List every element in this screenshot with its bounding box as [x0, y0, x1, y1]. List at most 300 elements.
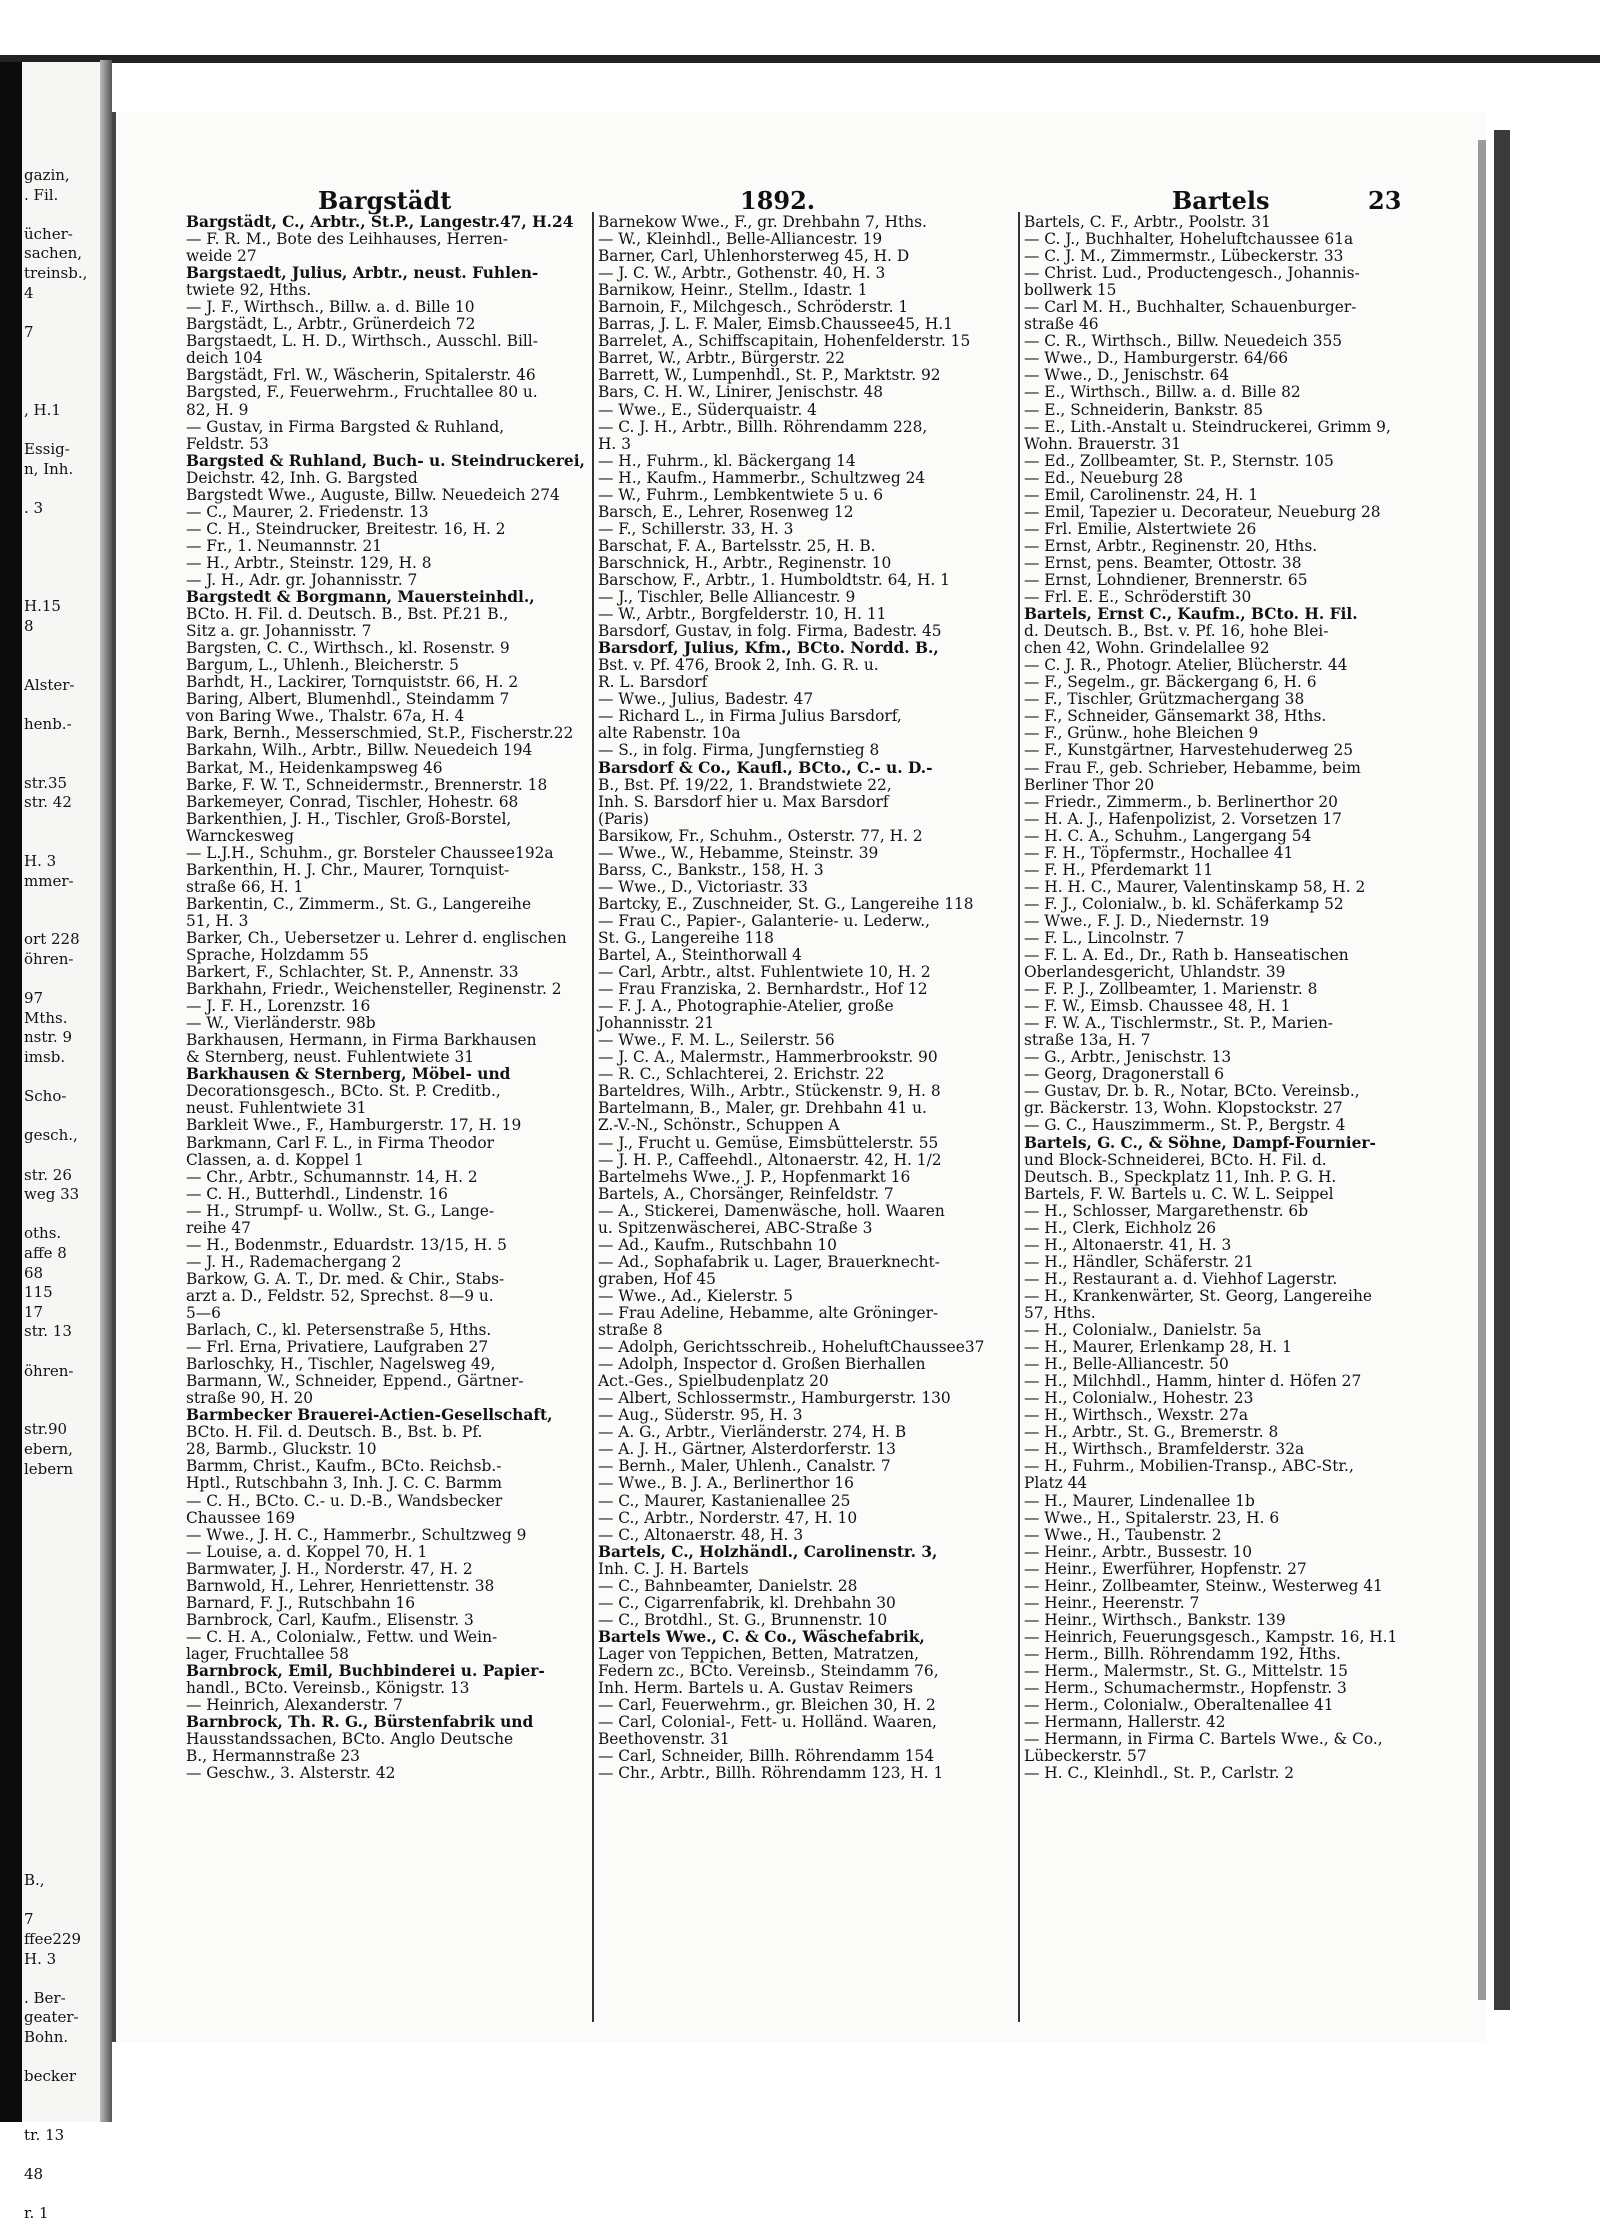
directory-entry-line: — Ed., Zollbeamter, St. P., Sternstr. 105 [1024, 451, 1334, 470]
directory-entry-line: Barkhausen & Sternberg, Möbel- und [186, 1065, 511, 1084]
directory-entry-line: Act.-Ges., Spielbudenplatz 20 [598, 1372, 829, 1391]
directory-entry-line: St. G., Langereihe 118 [598, 928, 774, 947]
previous-page-text-fragment: ffee229 [24, 1930, 82, 1948]
directory-entry-line: — F., Kunstgärtner, Harvestehuderweg 25 [1024, 741, 1354, 760]
directory-entry-line: — Wwe., B. J. A., Berlinerthor 16 [598, 1474, 854, 1493]
book-fold [100, 60, 112, 2122]
previous-page-text-fragment: sachen, [24, 244, 83, 263]
previous-page-text-fragment: nstr. 9 [24, 1028, 72, 1047]
directory-entry-line: Bargstädt, L., Arbtr., Grünerdeich 72 [186, 315, 476, 334]
directory-entry-line: deich 104 [186, 349, 263, 368]
directory-entry-line: — Fr., 1. Neumannstr. 21 [186, 536, 383, 555]
directory-entry-line: Warnckesweg [186, 826, 295, 845]
directory-entry-line: Bargsten, C. C., Wirthsch., kl. Rosenstr. 9 [186, 639, 510, 658]
previous-page-text-fragment: 115 [24, 1283, 53, 1302]
directory-entry-line: — Wwe., F. M. L., Seilerstr. 56 [598, 1031, 835, 1050]
previous-page-text-fragment: r. 1 [24, 2204, 49, 2222]
directory-entry-line: handl., BCto. Vereinsb., Königstr. 13 [186, 1679, 470, 1698]
directory-entry-line: Bartcky, E., Zuschneider, St. G., Langereihe 118 [598, 894, 974, 913]
directory-entry-line: Barnwold, H., Lehrer, Henriettenstr. 38 [186, 1576, 495, 1595]
directory-entry-line: — H., Kaufm., Hammerbr., Schultzweg 24 [598, 468, 926, 487]
directory-entry-line: Barkhahn, Friedr., Weichensteller, Reginenstr. 2 [186, 980, 562, 999]
directory-entry-line: — H., Colonialw., Hohestr. 23 [1024, 1389, 1254, 1408]
previous-page-text-fragment: weg 33 [24, 1185, 80, 1204]
directory-entry-line: — Frl. E. E., Schröderstift 30 [1024, 588, 1252, 607]
directory-entry-line: — J. H., Rademachergang 2 [186, 1252, 402, 1271]
directory-entry-line: Bargstaedt, Julius, Arbtr., neust. Fuhlen- [186, 264, 539, 283]
directory-entry-line: Barner, Carl, Uhlenhorsterweg 45, H. D [598, 247, 910, 266]
directory-entry-line: straße 46 [1024, 315, 1099, 334]
directory-entry-line: — Ernst, Lohndiener, Brennerstr. 65 [1024, 570, 1308, 589]
directory-entry-line: Sprache, Holzdamm 55 [186, 946, 369, 965]
directory-entry-line: — W., Vierländerstr. 98b [186, 1014, 376, 1033]
directory-entry-line: d. Deutsch. B., Bst. v. Pf. 16, hohe Blei- [1024, 622, 1329, 641]
directory-entry-line: — F. W. A., Tischlermstr., St. P., Marien- [1024, 1014, 1333, 1033]
directory-entry-line: Barkentin, C., Zimmerm., St. G., Langereihe [186, 894, 532, 913]
directory-entry-line: Bartels, A., Chorsänger, Reinfeldstr. 7 [598, 1184, 894, 1203]
directory-entry-line: — J. F. H., Lorenzstr. 16 [186, 997, 371, 1016]
previous-page-text-fragment: ebern, [24, 1440, 73, 1458]
directory-entry-line: — H., Colonialw., Danielstr. 5a [1024, 1321, 1262, 1340]
directory-entry-line: — Carl, Colonial-, Fett- u. Holländ. Waaren, [598, 1713, 937, 1732]
previous-page-text-fragment: tr. 13 [24, 2126, 65, 2144]
directory-entry-line: Deutsch. B., Speckplatz 11, Inh. P. G. H. [1024, 1167, 1337, 1186]
directory-column-2 [598, 214, 1014, 2034]
directory-entry-line: — Heinrich, Alexanderstr. 7 [186, 1696, 403, 1715]
directory-entry-line: Bartel, A., Steinthorwall 4 [598, 946, 802, 965]
directory-entry-line: Bartels, C. F., Arbtr., Poolstr. 31 [1024, 213, 1271, 231]
directory-entry-line: Bark, Bernh., Messerschmied, St.P., Fischerstr.22 [186, 724, 574, 743]
directory-entry-line: — C., Arbtr., Norderstr. 47, H. 10 [598, 1508, 858, 1527]
directory-entry-line: B., Bst. Pf. 19/22, 1. Brandstwiete 22, [598, 775, 892, 794]
directory-entry-line: weide 27 [186, 247, 257, 266]
previous-page-text-fragment: mmer- [24, 871, 74, 890]
directory-entry-line: u. Spitzenwäscherei, ABC-Straße 3 [598, 1218, 873, 1237]
directory-entry-line: — J. H., Adr. gr. Johannisstr. 7 [186, 570, 418, 589]
directory-entry-line: Barras, J. L. F. Maler, Eimsb.Chaussee45, H.1 [598, 315, 953, 334]
directory-entry-line: Barmwater, J. H., Norderstr. 47, H. 2 [186, 1559, 473, 1578]
previous-page-text-fragment: 68 [24, 1263, 44, 1282]
directory-entry-line: 57, Hths. [1024, 1304, 1096, 1322]
directory-entry-line: Inh. S. Barsdorf hier u. Max Barsdorf [598, 792, 889, 811]
directory-entry-line: Barloschky, H., Tischler, Nagelsweg 49, [186, 1355, 496, 1374]
previous-page-text-fragment: n, Inh. [24, 460, 74, 478]
directory-entry-line: — H., Milchhdl., Hamm, hinter d. Höfen 27 [1024, 1372, 1362, 1391]
directory-entry-line: — F. L., Lincolnstr. 7 [1024, 928, 1185, 947]
directory-entry-line: Bargstaedt, L. H. D., Wirthsch., Ausschl. Bill- [186, 332, 538, 351]
directory-entry-line: Bargstädt, C., Arbtr., St.P., Langestr.47, H.24 [186, 213, 574, 231]
directory-entry-line: Classen, a. d. Koppel 1 [186, 1150, 364, 1169]
previous-page-text-fragment: 7 [24, 322, 34, 341]
directory-entry-line: — Georg, Dragonerstall 6 [1024, 1065, 1225, 1084]
scan-top-edge [0, 55, 1600, 63]
directory-entry-line: lager, Fruchtallee 58 [186, 1644, 349, 1663]
scan-left-edge [0, 62, 22, 2122]
directory-entry-line: — Bernh., Maler, Uhlenh., Canalstr. 7 [598, 1457, 891, 1476]
directory-entry-line: — C., Bahnbeamter, Danielstr. 28 [598, 1576, 858, 1595]
directory-entry-line: — Herm., Schumachermstr., Hopfenstr. 3 [1024, 1679, 1347, 1698]
directory-entry-line: reihe 47 [186, 1218, 251, 1237]
directory-entry-line: — H., Schlosser, Margarethenstr. 6b [1024, 1201, 1309, 1220]
directory-entry-line: — A. J. H., Gärtner, Alsterdorferstr. 13 [598, 1440, 896, 1459]
running-head-first-entry: Bargstädt [318, 186, 452, 215]
directory-entry-line: — Ed., Neueburg 28 [1024, 468, 1184, 487]
directory-entry-line: Decorationsgesch., BCto. St. P. Creditb., [186, 1082, 501, 1101]
previous-page-text-fragment: str. 13 [24, 1322, 72, 1341]
directory-entry-line: — H. C. A., Schuhm., Langergang 54 [1024, 826, 1312, 845]
directory-entry-line: — Wwe., D., Hamburgerstr. 64/66 [1024, 349, 1289, 368]
directory-entry-line: — Ad., Kaufm., Rutschbahn 10 [598, 1235, 837, 1254]
directory-entry-line: Bartels, Ernst C., Kaufm., BCto. H. Fil. [1024, 605, 1358, 624]
directory-entry-line: — Chr., Arbtr., Billh. Röhrendamm 123, H. 1 [598, 1764, 944, 1783]
directory-entry-line: Barret, W., Arbtr., Bürgerstr. 22 [598, 349, 845, 368]
directory-entry-line: graben, Hof 45 [598, 1269, 716, 1288]
directory-entry-line: Bargstädt, Frl. W., Wäscherin, Spitalerstr. 46 [186, 366, 536, 385]
directory-entry-line: — Frau Adeline, Hebamme, alte Gröninger- [598, 1304, 939, 1322]
directory-entry-line: Platz 44 [1024, 1474, 1088, 1493]
directory-entry-line: Barkat, M., Heidenkampsweg 46 [186, 758, 443, 777]
directory-entry-line: — E., Schneiderin, Bankstr. 85 [1024, 400, 1263, 419]
directory-entry-line: — C., Brotdhl., St. G., Brunnenstr. 10 [598, 1610, 888, 1629]
directory-entry-line: Barss, C., Bankstr., 158, H. 3 [598, 860, 824, 879]
scan-right-edge [1494, 130, 1510, 2010]
directory-entry-line: Inh. Herm. Bartels u. A. Gustav Reimers [598, 1679, 914, 1698]
directory-entry-line: — C. J., Buchhalter, Hoheluftchaussee 61a [1024, 230, 1354, 249]
directory-entry-line: — E., Wirthsch., Billw. a. d. Bille 82 [1024, 383, 1301, 402]
directory-entry-line: Barmbecker Brauerei-Actien-Gesellschaft, [186, 1406, 553, 1425]
directory-entry-line: Bartels Wwe., C. & Co., Wäschefabrik, [598, 1627, 925, 1646]
directory-entry-line: Barschat, F. A., Bartelsstr. 25, H. B. [598, 536, 876, 555]
directory-entry-line: chen 42, Wohn. Grindelallee 92 [1024, 639, 1270, 658]
directory-entry-line: von Baring Wwe., Thalstr. 67a, H. 4 [186, 707, 465, 726]
previous-page-fragment [22, 62, 100, 2222]
directory-entry-line: — Frl. Emilie, Alstertwiete 26 [1024, 519, 1257, 538]
previous-page-text-fragment: treinsb., [24, 264, 88, 282]
directory-entry-line: — Christ. Lud., Productengesch., Johannis- [1024, 264, 1360, 283]
directory-entry-line: — F., Schillerstr. 33, H. 3 [598, 519, 794, 538]
directory-entry-line: Barkleit Wwe., F., Hamburgerstr. 17, H. 19 [186, 1116, 522, 1135]
directory-entry-line: twiete 92, Hths. [186, 281, 312, 300]
previous-page-text-fragment: affe 8 [24, 1244, 67, 1262]
directory-entry-line: — Ernst, pens. Beamter, Ottostr. 38 [1024, 553, 1302, 572]
directory-entry-line: — Ernst, Arbtr., Reginenstr. 20, Hths. [1024, 536, 1318, 555]
previous-page-text-fragment: öhren- [24, 1361, 74, 1380]
previous-page-text-fragment: Scho- [24, 1087, 67, 1106]
directory-entry-line: — F. P. J., Zollbeamter, 1. Marienstr. 8 [1024, 980, 1318, 999]
directory-entry-line: — F. H., Töpfermstr., Hochallee 41 [1024, 843, 1294, 862]
previous-page-text-fragment: H.15 [24, 597, 61, 616]
directory-entry-line: — H. C., Kleinhdl., St. P., Carlstr. 2 [1024, 1764, 1295, 1783]
directory-entry-line: — Wwe., H., Spitalerstr. 23, H. 6 [1024, 1508, 1280, 1527]
previous-page-text-fragment: H. 3 [24, 852, 57, 870]
directory-entry-line: — J., Frucht u. Gemüse, Eimsbüttelerstr. 55 [598, 1133, 939, 1152]
directory-entry-line: — J., Tischler, Belle Alliancestr. 9 [598, 588, 856, 607]
directory-entry-line: Barteldres, Wilh., Arbtr., Stückenstr. 9, H. 8 [598, 1082, 941, 1101]
directory-entry-line: — Frau F., geb. Schrieber, Hebamme, beim [1024, 758, 1361, 777]
directory-entry-line: — H., Krankenwärter, St. Georg, Langereihe [1024, 1286, 1372, 1305]
previous-page-text-fragment: Mths. [24, 1008, 68, 1027]
directory-entry-line: H. 3 [598, 434, 631, 453]
directory-entry-line: — Emil, Carolinenstr. 24, H. 1 [1024, 485, 1258, 504]
directory-entry-line: Sitz a. gr. Johannisstr. 7 [186, 622, 372, 641]
directory-entry-line: — Frau Franziska, 2. Bernhardstr., Hof 12 [598, 980, 928, 999]
directory-entry-line: — C. H. A., Colonialw., Fettw. und Wein- [186, 1627, 498, 1646]
directory-entry-line: Berliner Thor 20 [1024, 775, 1155, 794]
directory-entry-line: — Louise, a. d. Koppel 70, H. 1 [186, 1542, 428, 1561]
directory-entry-line: — J. F., Wirthsch., Billw. a. d. Bille 10 [186, 298, 475, 317]
directory-entry-line: — H., Arbtr., St. G., Bremerstr. 8 [1024, 1423, 1279, 1442]
directory-entry-line: — H., Maurer, Erlenkamp 28, H. 1 [1024, 1338, 1292, 1357]
directory-entry-line: Beethovenstr. 31 [598, 1730, 730, 1749]
running-head-year: 1892. [740, 186, 816, 215]
directory-entry-line: Barmm, Christ., Kaufm., BCto. Reichsb.- [186, 1457, 502, 1476]
directory-entry-line: Bartelmann, B., Maler, gr. Drehbahn 41 u. [598, 1099, 927, 1118]
directory-entry-line: Barke, F. W. T., Schneidermstr., Brennerstr. 18 [186, 775, 548, 794]
directory-entry-line: Z.-V.-N., Schönstr., Schuppen A [598, 1116, 840, 1135]
directory-entry-line: BCto. H. Fil. d. Deutsch. B., Bst. Pf.21 B., [186, 605, 509, 624]
column-divider [1018, 212, 1020, 2022]
previous-page-text-fragment: henb.- [24, 714, 72, 733]
directory-entry-line: straße 13a, H. 7 [1024, 1031, 1151, 1050]
directory-entry-line: — Gustav, Dr. b. R., Notar, BCto. Vereinsb., [1024, 1082, 1360, 1101]
previous-page-text-fragment: 48 [24, 2165, 44, 2184]
previous-page-text-fragment: . 3 [24, 499, 44, 518]
directory-entry-line: Barnard, F. J., Rutschbahn 16 [186, 1593, 416, 1612]
directory-entry-line: — Friedr., Zimmerm., b. Berlinerthor 20 [1024, 792, 1338, 811]
directory-entry-line: — C. H., BCto. C.- u. D.-B., Wandsbecker [186, 1491, 503, 1510]
directory-entry-line: — Hermann, in Firma C. Bartels Wwe., & Co., [1024, 1730, 1383, 1749]
directory-entry-line: 28, Barmb., Gluckstr. 10 [186, 1440, 377, 1459]
directory-entry-line: — Herm., Malermstr., St. G., Mittelstr. 15 [1024, 1661, 1348, 1680]
directory-column-1 [186, 214, 586, 2034]
previous-page-text-fragment: 97 [24, 989, 44, 1008]
directory-entry-line: — F. W., Eimsb. Chaussee 48, H. 1 [1024, 997, 1291, 1016]
directory-entry-line: — F., Schneider, Gänsemarkt 38, Hths. [1024, 707, 1327, 726]
previous-page-text-fragment: . Ber- [24, 1988, 66, 2007]
directory-entry-line: Barkenthien, J. H., Tischler, Groß-Borstel, [186, 809, 512, 828]
directory-entry-line: — Heinr., Ewerführer, Hopfenstr. 27 [1024, 1559, 1307, 1578]
directory-entry-line: — Wwe., Julius, Badestr. 47 [598, 690, 814, 709]
previous-page-text-fragment: 17 [24, 1302, 44, 1321]
directory-entry-line: Chaussee 169 [186, 1508, 296, 1527]
directory-entry-line: — C., Maurer, 2. Friedenstr. 13 [186, 502, 429, 521]
previous-page-text-fragment: B., [24, 1871, 45, 1890]
directory-entry-line: Bartels, C., Holzhändl., Carolinenstr. 3, [598, 1542, 938, 1561]
directory-entry-line: Barkow, G. A. T., Dr. med. & Chir., Stabs- [186, 1269, 505, 1288]
directory-entry-line: — R. C., Schlachterei, 2. Erichstr. 22 [598, 1065, 885, 1084]
directory-entry-line: — F. J. A., Photographie-Atelier, große [598, 997, 894, 1016]
previous-page-text-fragment: lebern [24, 1459, 73, 1478]
directory-entry-line: — Herm., Billh. Röhrendamm 192, Hths. [1024, 1644, 1341, 1663]
previous-page-text-fragment: geater- [24, 2008, 79, 2027]
directory-entry-line: — Wwe., D., Jenischstr. 64 [1024, 366, 1230, 385]
directory-entry-line: — Wwe., D., Victoriastr. 33 [598, 877, 808, 896]
directory-entry-line: Barmann, W., Schneider, Eppend., Gärtner- [186, 1372, 524, 1391]
directory-entry-line: — Ad., Sophafabrik u. Lager, Brauerknecht- [598, 1252, 940, 1271]
directory-entry-line: R. L. Barsdorf [598, 673, 708, 692]
running-head-last-entry: Bartels [1172, 186, 1270, 215]
directory-entry-line: — J. C. A., Malermstr., Hammerbrookstr. 90 [598, 1048, 938, 1067]
directory-entry-line: bollwerk 15 [1024, 281, 1117, 300]
previous-page-text-fragment: ort 228 [24, 930, 80, 949]
directory-entry-line: Bartels, F. W. Bartels u. C. W. L. Seippel [1024, 1184, 1334, 1203]
directory-entry-line: — Heinr., Wirthsch., Bankstr. 139 [1024, 1610, 1286, 1629]
directory-entry-line: — H., Fuhrm., kl. Bäckergang 14 [598, 451, 856, 470]
directory-entry-line: Johannisstr. 21 [598, 1014, 715, 1033]
directory-entry-line: Hptl., Rutschbahn 3, Inh. J. C. C. Barmm [186, 1474, 502, 1493]
directory-entry-line: — S., in folg. Firma, Jungfernstieg 8 [598, 741, 880, 760]
directory-entry-line: — G. C., Hauszimmerm., St. P., Bergstr. 4 [1024, 1116, 1346, 1135]
previous-page-text-fragment: imsb. [24, 1048, 66, 1066]
directory-entry-line: Barrett, W., Lumpenhdl., St. P., Marktstr. 92 [598, 366, 941, 385]
directory-entry-line: und Block-Schneiderei, BCto. H. Fil. d. [1024, 1150, 1327, 1169]
directory-entry-line: — F. R. M., Bote des Leihhauses, Herren- [186, 230, 508, 249]
previous-page-text-fragment: Alster- [24, 675, 75, 694]
directory-entry-line: — Wwe., J. H. C., Hammerbr., Schultzweg 9 [186, 1525, 527, 1544]
directory-entry-line: — F. J., Colonialw., b. kl. Schäferkamp 52 [1024, 894, 1344, 913]
directory-entry-line: — Richard L., in Firma Julius Barsdorf, [598, 707, 902, 726]
directory-entry-line: — H., Fuhrm., Mobilien-Transp., ABC-Str., [1024, 1457, 1354, 1476]
directory-entry-line: & Sternberg, neust. Fuhlentwiete 31 [186, 1048, 475, 1067]
directory-entry-line: Bst. v. Pf. 476, Brook 2, Inh. G. R. u. [598, 656, 879, 675]
directory-entry-line: — L.J.H., Schuhm., gr. Borsteler Chaussee192a [186, 843, 554, 862]
directory-entry-line: Wohn. Brauerstr. 31 [1024, 434, 1181, 453]
directory-entry-line: — W., Fuhrm., Lembkentwiete 5 u. 6 [598, 485, 884, 504]
directory-entry-line: — H. A. J., Hafenpolizist, 2. Vorsetzen 17 [1024, 809, 1342, 828]
directory-entry-line: Bartelmehs Wwe., J. P., Hopfenmarkt 16 [598, 1167, 911, 1186]
directory-entry-line: Feldstr. 53 [186, 434, 269, 453]
directory-entry-line: Lager von Teppichen, Betten, Matratzen, [598, 1644, 919, 1663]
directory-entry-line: Bargstedt Wwe., Auguste, Billw. Neuedeich 274 [186, 485, 560, 504]
directory-entry-line: Barker, Ch., Uebersetzer u. Lehrer d. englischen [186, 928, 567, 947]
directory-entry-line: — Wwe., F. J. D., Niedernstr. 19 [1024, 911, 1270, 930]
directory-entry-line: — W., Arbtr., Borgfelderstr. 10, H. 11 [598, 605, 887, 624]
directory-entry-line: BCto. H. Fil. d. Deutsch. B., Bst. b. Pf. [186, 1423, 483, 1442]
directory-entry-line: — Heinr., Arbtr., Bussestr. 10 [1024, 1542, 1253, 1561]
directory-entry-line: arzt a. D., Feldstr. 52, Sprechst. 8—9 u. [186, 1286, 494, 1305]
directory-entry-line: — H., Strumpf- u. Wollw., St. G., Lange- [186, 1201, 495, 1220]
directory-entry-line: — C. J. M., Zimmermstr., Lübeckerstr. 33 [1024, 247, 1344, 266]
directory-entry-line: Bargstedt & Borgmann, Mauersteinhdl., [186, 588, 535, 607]
directory-entry-line: Barsdorf, Gustav, in folg. Firma, Badestr. 45 [598, 622, 942, 641]
directory-entry-line: Barsdorf, Julius, Kfm., BCto. Nordd. B., [598, 639, 939, 658]
previous-page-text-fragment: becker [24, 2067, 77, 2086]
directory-entry-line: — H., Wirthsch., Wexstr. 27a [1024, 1406, 1249, 1425]
directory-entry-line: — Herm., Colonialw., Oberaltenallee 41 [1024, 1696, 1334, 1715]
directory-entry-line: Oberlandesgericht, Uhlandstr. 39 [1024, 963, 1286, 982]
directory-entry-line: — Frau C., Papier-, Galanterie- u. Lederw., [598, 911, 930, 930]
previous-page-text-fragment: 7 [24, 1910, 34, 1929]
directory-entry-line: — C. J. H., Arbtr., Billh. Röhrendamm 228, [598, 417, 928, 436]
directory-entry-line: — G., Arbtr., Jenischstr. 13 [1024, 1048, 1232, 1067]
directory-entry-line: Barkahn, Wilh., Arbtr., Billw. Neuedeich 194 [186, 741, 533, 760]
directory-entry-line: — W., Kleinhdl., Belle-Alliancestr. 19 [598, 230, 883, 249]
previous-page-text-fragment: 8 [24, 616, 34, 635]
directory-entry-line: — Wwe., W., Hebamme, Steinstr. 39 [598, 843, 879, 862]
directory-entry-line: — Adolph, Inspector d. Großen Bierhallen [598, 1355, 926, 1374]
directory-entry-line: — E., Lith.-Anstalt u. Steindruckerei, Grimm 9, [1024, 417, 1391, 436]
directory-entry-line: 82, H. 9 [186, 400, 249, 419]
directory-entry-line: — H., Belle-Alliancestr. 50 [1024, 1355, 1229, 1374]
directory-entry-line: — F., Segelm., gr. Bäckergang 6, H. 6 [1024, 673, 1317, 692]
directory-entry-line: Barsdorf & Co., Kaufl., BCto., C.- u. D.- [598, 758, 933, 777]
directory-entry-line: — Albert, Schlossermstr., Hamburgerstr. 130 [598, 1389, 951, 1408]
directory-entry-line: Barnekow Wwe., F., gr. Drehbahn 7, Hths. [598, 213, 927, 231]
directory-entry-line: — Chr., Arbtr., Schumannstr. 14, H. 2 [186, 1167, 478, 1186]
directory-entry-line: — C., Cigarrenfabrik, kl. Drehbahn 30 [598, 1593, 896, 1612]
directory-entry-line: — J. H. P., Caffeehdl., Altonaerstr. 42, H. 1/2 [598, 1150, 942, 1169]
directory-entry-line: — C. R., Wirthsch., Billw. Neuedeich 355 [1024, 332, 1343, 351]
directory-entry-line: Barnoin, F., Milchgesch., Schröderstr. 1 [598, 298, 909, 317]
previous-page-text-fragment: . Fil. [24, 185, 59, 204]
directory-entry-line: straße 8 [598, 1321, 663, 1340]
directory-entry-line: — Aug., Süderstr. 95, H. 3 [598, 1406, 803, 1425]
column-divider [592, 212, 594, 2022]
directory-entry-line: 51, H. 3 [186, 911, 249, 930]
directory-entry-line: — Heinrich, Feuerungsgesch., Kampstr. 16, H.1 [1024, 1627, 1398, 1646]
directory-entry-line: — H., Bodenmstr., Eduardstr. 13/15, H. 5 [186, 1235, 507, 1254]
previous-page-text-fragment: str. 26 [24, 1165, 72, 1184]
directory-entry-line: — H., Altonaerstr. 41, H. 3 [1024, 1235, 1232, 1254]
directory-entry-line: — H. H. C., Maurer, Valentinskamp 58, H. 2 [1024, 877, 1366, 896]
directory-entry-line: Barnikow, Heinr., Stellm., Idastr. 1 [598, 281, 868, 300]
directory-entry-line: — Wwe., H., Taubenstr. 2 [1024, 1525, 1222, 1544]
directory-entry-line: — Carl, Feuerwehrm., gr. Bleichen 30, H. 2 [598, 1696, 936, 1715]
previous-page-text-fragment: str. 42 [24, 793, 72, 812]
directory-entry-line: — Carl, Arbtr., altst. Fuhlentwiete 10, H. 2 [598, 963, 931, 982]
directory-entry-line: — Geschw., 3. Alsterstr. 42 [186, 1764, 396, 1783]
directory-entry-line: Bars, C. H. W., Linirer, Jenischstr. 48 [598, 383, 884, 402]
directory-entry-line: Barrelet, A., Schiffscapitain, Hohenfelderstr. 15 [598, 332, 971, 351]
directory-entry-line: — A. G., Arbtr., Vierländerstr. 274, H. B [598, 1423, 907, 1442]
directory-entry-line: — Frl. Erna, Privatiere, Laufgraben 27 [186, 1338, 489, 1357]
directory-entry-line: Deichstr. 42, Inh. G. Bargsted [186, 468, 418, 487]
directory-entry-line: Lübeckerstr. 57 [1024, 1747, 1147, 1766]
directory-entry-line: — C. H., Butterhdl., Lindenstr. 16 [186, 1184, 448, 1203]
directory-entry-line: Barkhausen, Hermann, in Firma Barkhausen [186, 1031, 537, 1050]
previous-page-text-fragment: H. 3 [24, 1949, 57, 1968]
directory-entry-line: Barschnick, H., Arbtr., Reginenstr. 10 [598, 553, 892, 572]
directory-entry-line: B., Hermannstraße 23 [186, 1747, 360, 1766]
directory-entry-line: — C. H., Steindrucker, Breitestr. 16, H. 2 [186, 519, 506, 538]
page-edge-shadow [1478, 140, 1486, 2000]
directory-entry-line: — Carl, Schneider, Billh. Röhrendamm 154 [598, 1747, 935, 1766]
directory-entry-line: Barnbrock, Emil, Buchbinderei u. Papier- [186, 1661, 545, 1680]
directory-entry-line: — F. L. A. Ed., Dr., Rath b. Hanseatischen [1024, 946, 1349, 965]
directory-entry-line: — Adolph, Gerichtsschreib., HoheluftChaussee37 [598, 1338, 985, 1357]
directory-entry-line: Barkert, F., Schlachter, St. P., Annenstr. 33 [186, 963, 519, 982]
directory-entry-line: Barsch, E., Lehrer, Rosenweg 12 [598, 502, 854, 521]
directory-entry-line: Barhdt, H., Lackirer, Tornquiststr. 66, H. 2 [186, 673, 519, 692]
directory-entry-line: alte Rabenstr. 10a [598, 724, 741, 743]
directory-entry-line: Barnbrock, Carl, Kaufm., Elisenstr. 3 [186, 1610, 474, 1629]
previous-page-text-fragment: str.90 [24, 1420, 68, 1439]
previous-page-text-fragment: öhren- [24, 950, 74, 968]
directory-entry-line: — F. H., Pferdemarkt 11 [1024, 860, 1214, 879]
directory-entry-line: — C., Altonaerstr. 48, H. 3 [598, 1525, 804, 1544]
directory-entry-line: Bartels, G. C., & Söhne, Dampf-Fournier- [1024, 1133, 1376, 1152]
directory-entry-line: Baring, Albert, Blumenhdl., Steindamm 7 [186, 690, 510, 709]
directory-entry-line: Bargsted & Ruhland, Buch- u. Steindruckerei, [186, 451, 585, 470]
directory-entry-line: Barnbrock, Th. R. G., Bürstenfabrik und [186, 1713, 534, 1732]
previous-page-text-fragment: str.35 [24, 773, 68, 792]
directory-entry-line: straße 90, H. 20 [186, 1389, 314, 1408]
directory-entry-line: — Emil, Tapezier u. Decorateur, Neueburg 28 [1024, 502, 1381, 521]
directory-entry-line: Inh. C. J. H. Bartels [598, 1559, 749, 1578]
directory-entry-line: Barschow, F., Arbtr., 1. Humboldtstr. 64, H. 1 [598, 570, 950, 589]
previous-page-text-fragment: , H.1 [24, 401, 61, 420]
directory-entry-line: — C., Maurer, Kastanienallee 25 [598, 1491, 851, 1510]
